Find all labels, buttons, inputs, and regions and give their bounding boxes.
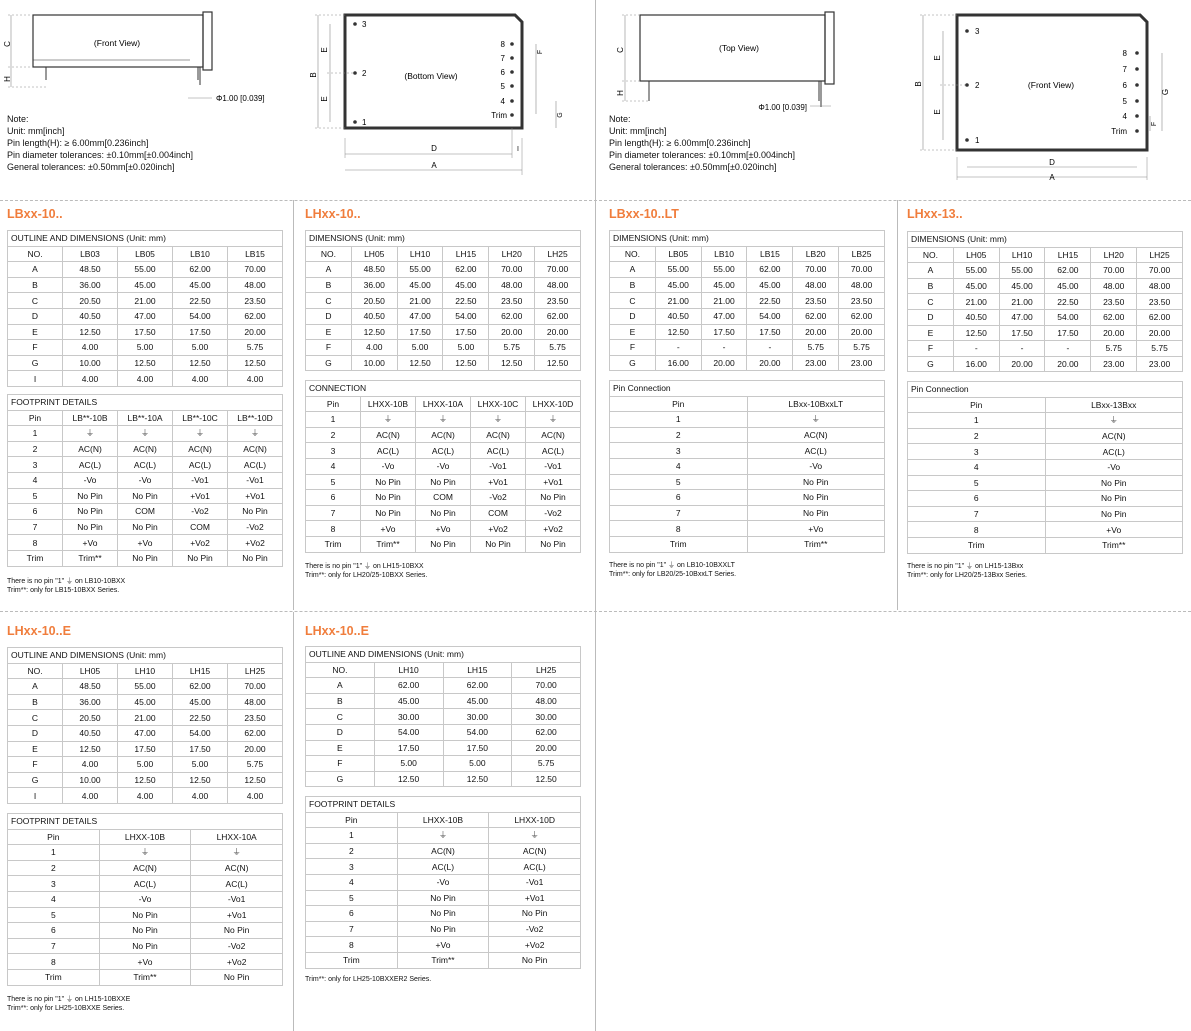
table-row: 1 ⏚ (908, 413, 1183, 429)
table-row: F 5.00 5.00 5.75 (306, 756, 581, 772)
table-row: 4 -Vo (610, 458, 885, 474)
column-divider-1 (293, 200, 294, 610)
table-row: 6 No Pin COM -Vo2 No Pin (8, 504, 283, 520)
table-row: 3 AC(L) AC(L) (8, 876, 283, 892)
table-row: B 36.00 45.00 45.00 48.00 (8, 694, 283, 710)
table-row: A 62.00 62.00 70.00 (306, 678, 581, 694)
table-row: Trim Trim** (610, 536, 885, 552)
table-row: 8 +Vo +Vo2 (8, 954, 283, 970)
table-row: 3 AC(L) AC(L) (306, 859, 581, 875)
row-divider-middle (0, 611, 1191, 612)
diagram-note-left: Note: Unit: mm[inch] Pin length(H): ≥ 6.00mm[0.236inch] Pin diameter tolerances: ±0.10mm[±0.004inch] General tolerances: ±0.50mm[±0.020inch] (7, 114, 193, 172)
table-row: 7 No Pin (610, 505, 885, 521)
pin-trim-label: Trim (1111, 127, 1127, 136)
table-row: 4 -Vo -Vo -Vo1 -Vo1 (8, 472, 283, 488)
dimensions-table: OUTLINE AND DIMENSIONS (Unit: mm) NO. LH05 LH10 LH15 LH25 A 48.50 55.00 62.00 70.00 B 36.00 45.00 45.00 48.00 C 20.50 21.00 22.50 23.50 D 40.50 47.00 54.00 62.00 E 12.50 17.50 17.50 20.00 F 4.00 5.00 5.00 5.75 G 10.00 12.50 12.50 12.50 I 4.00 4.00 4.00 4.00 (7, 647, 283, 804)
footprint-table: FOOTPRINT DETAILS Pin LHXX-10B LHXX-10D 1 ⏚ ⏚ 2 AC(N) AC(N) 3 AC(L) AC(L) 4 -Vo -Vo1 5 No Pin +Vo1 6 No Pin No Pin 7 No Pin -Vo2 8 +Vo +Vo2 Trim Trim** No Pin (305, 796, 581, 969)
table-row: 6 No Pin (908, 491, 1183, 507)
table-row: B 45.00 45.00 45.00 48.00 48.00 (610, 277, 885, 293)
table-row: C 30.00 30.00 30.00 (306, 709, 581, 725)
column-divider-4 (293, 612, 294, 1031)
pin-8-label: 8 (500, 40, 505, 49)
table-row: C 20.50 21.00 22.50 23.50 (8, 293, 283, 309)
front-view-diagram (0, 0, 290, 115)
table-row: B 36.00 45.00 45.00 48.00 48.00 (306, 277, 581, 293)
table-row: E 12.50 17.50 17.50 20.00 (8, 741, 283, 757)
pin-6-label: 6 (1122, 81, 1127, 90)
table-row: 8 +Vo +Vo2 (306, 937, 581, 953)
table-row: 7 No Pin -Vo2 (8, 938, 283, 954)
column-divider-2 (595, 200, 596, 1031)
table-row: D 40.50 47.00 54.00 62.00 (8, 308, 283, 324)
table-row: B 45.00 45.00 48.00 (306, 693, 581, 709)
dimensions-table: DIMENSIONS (Unit: mm) NO. LH05 LH10 LH15 LH20 LH25 A 55.00 55.00 62.00 70.00 70.00 B 45.00 45.00 45.00 48.00 48.00 C 21.00 21.00 22.50 23.50 23.50 D 40.50 47.00 54.00 62.00 62.00 E 12.50 17.50 17.50 20.00 20.00 F - - - 5.75 5.75 G 16.00 20.00 20.00 23.00 23.00 (907, 231, 1183, 372)
table-row: 5 No Pin +Vo1 (306, 890, 581, 906)
pin-4-label: 4 (500, 97, 505, 106)
table-row: 6 No Pin No Pin (8, 923, 283, 939)
table-row: A 48.50 55.00 62.00 70.00 70.00 (306, 262, 581, 278)
pin-connection-table: Pin Connection Pin LBxx-13Bxx 1 ⏚ 2 AC(N) 3 AC(L) 4 -Vo 5 No Pin 6 No Pin 7 No Pin 8 +Vo Trim Trim** (907, 381, 1183, 554)
dim-a-label: A (431, 161, 437, 170)
dim-e2-label: E (933, 109, 942, 115)
table-row: 8 +Vo +Vo +Vo2 +Vo2 (306, 521, 581, 537)
pin-diameter-label: Φ1.00 [0.039] (216, 94, 265, 103)
pin-3-label: 3 (975, 27, 980, 36)
dim-e1-label: E (933, 55, 942, 61)
table-row: Trim Trim** (908, 537, 1183, 553)
table-row: 3 AC(L) (610, 443, 885, 459)
section-footnote: There is no pin "1" ⏚ on LH15-10BXXE Trim**: only for LH25-10BXXE Series. (7, 996, 131, 1012)
table-row: A 48.50 55.00 62.00 70.00 (8, 679, 283, 695)
section-footnote: Trim**: only for LH25-10BXXER2 Series. (305, 976, 432, 983)
table-row: 1 ⏚ (610, 412, 885, 428)
table-row: 6 No Pin COM -Vo2 No Pin (306, 490, 581, 506)
table-row: G 16.00 20.00 20.00 23.00 23.00 (908, 356, 1183, 372)
table-row: Trim Trim** No Pin No Pin No Pin (306, 536, 581, 552)
connection-table: CONNECTION Pin LHXX-10B LHXX-10A LHXX-10C LHXX-10D 1 ⏚ ⏚ ⏚ ⏚ 2 AC(N) AC(N) AC(N) AC(N) 3 AC(L) AC(L) AC(L) AC(L) 4 -Vo -Vo -Vo1 -Vo1 5 No Pin No Pin +Vo1 +Vo1 6 No Pin COM -Vo2 No Pin 7 No Pin No Pin COM -Vo2 8 +Vo +Vo +Vo2 +Vo2 Trim Trim** No Pin No Pin No Pin (305, 380, 581, 553)
table-row: 7 No Pin No Pin COM -Vo2 (8, 519, 283, 535)
table-row: C 20.50 21.00 22.50 23.50 (8, 710, 283, 726)
pin-8-label: 8 (1122, 49, 1127, 58)
table-row: 8 +Vo +Vo +Vo2 +Vo2 (8, 535, 283, 551)
section-title-lhxx-10: LHxx-10.. (305, 207, 361, 221)
table-row: 1 ⏚ ⏚ ⏚ ⏚ (8, 426, 283, 442)
table-row: F - - - 5.75 5.75 (908, 341, 1183, 357)
table-row: F 4.00 5.00 5.00 5.75 5.75 (306, 340, 581, 356)
table-row: 7 No Pin No Pin COM -Vo2 (306, 505, 581, 521)
dim-f-label: F (1151, 121, 1158, 127)
table-row: D 40.50 47.00 54.00 62.00 62.00 (610, 308, 885, 324)
dim-g-label: G (1161, 88, 1170, 96)
table-row: G 10.00 12.50 12.50 12.50 (8, 355, 283, 371)
table-row: 1 ⏚ ⏚ ⏚ ⏚ (306, 412, 581, 428)
dim-e2-label: E (320, 96, 329, 102)
front-view-label: (Front View) (1027, 80, 1075, 90)
top-divider (595, 0, 596, 200)
table-caption: DIMENSIONS (Unit: mm) (908, 232, 1183, 248)
section-title-lbxx-10-lt: LBxx-10..LT (609, 207, 679, 221)
table-row: C 20.50 21.00 22.50 23.50 23.50 (306, 293, 581, 309)
dim-c-label: C (616, 47, 625, 53)
table-row: 1 ⏚ ⏚ (8, 845, 283, 861)
table-row: Trim Trim** No Pin (8, 969, 283, 985)
table-row: 7 No Pin -Vo2 (306, 921, 581, 937)
front-view-pinout-diagram (905, 0, 1191, 185)
pin-7-label: 7 (1122, 65, 1127, 74)
dim-c-label: C (3, 41, 12, 47)
table-row: E 12.50 17.50 17.50 20.00 20.00 (908, 325, 1183, 341)
dim-e1-label: E (320, 47, 329, 53)
table-row: I 4.00 4.00 4.00 4.00 (8, 788, 283, 804)
front-view-label: (Front View) (93, 38, 141, 48)
footprint-table: FOOTPRINT DETAILS Pin LB**-10B LB**-10A LB**-10C LB**-10D 1 ⏚ ⏚ ⏚ ⏚ 2 AC(N) AC(N) AC(N) AC(N) 3 AC(L) AC(L) AC(L) AC(L) 4 -Vo -Vo -Vo1 -Vo1 5 No Pin No Pin +Vo1 +Vo1 6 No Pin COM -Vo2 No Pin 7 No Pin No Pin COM -Vo2 8 +Vo +Vo +Vo2 +Vo2 Trim Trim** No Pin No Pin No Pin (7, 394, 283, 567)
table-row: 8 +Vo (610, 521, 885, 537)
pin-1-label: 1 (362, 118, 367, 127)
dimensions-table: DIMENSIONS (Unit: mm) NO. LB05 LB10 LB15 LB20 LB25 A 55.00 55.00 62.00 70.00 70.00 B 45.00 45.00 45.00 48.00 48.00 C 21.00 21.00 22.50 23.50 23.50 D 40.50 47.00 54.00 62.00 62.00 E 12.50 17.50 17.50 20.00 20.00 F - - - 5.75 5.75 G 16.00 20.00 20.00 23.00 23.00 (609, 230, 885, 371)
table-caption: FOOTPRINT DETAILS (306, 797, 581, 813)
section-footnote: There is no pin "1" ⏚ on LH15-13Bxx Trim**: only for LH20/25-13Bxx Series. (907, 563, 1027, 579)
table-row: E 12.50 17.50 17.50 20.00 (8, 324, 283, 340)
dim-b-label: B (914, 81, 923, 87)
table-row: D 40.50 47.00 54.00 62.00 62.00 (908, 309, 1183, 325)
dim-f-label: F (537, 49, 544, 55)
pin-5-label: 5 (500, 82, 505, 91)
table-row: I 4.00 4.00 4.00 4.00 (8, 371, 283, 387)
table-row: 5 No Pin (908, 475, 1183, 491)
table-row: 8 +Vo (908, 522, 1183, 538)
table-row: 4 -Vo (908, 459, 1183, 475)
table-row: F 4.00 5.00 5.00 5.75 (8, 340, 283, 356)
table-row: 5 No Pin +Vo1 (8, 907, 283, 923)
pin-diameter-label: Φ1.00 [0.039] (758, 103, 807, 112)
diagram-note-right: Note: Unit: mm[inch] Pin length(H): ≥ 6.00mm[0.236inch] Pin diameter tolerances: ±0.10mm[±0.004inch] General tolerances: ±0.50mm[±0.020inch] (609, 114, 795, 172)
dim-h-label: H (3, 76, 12, 82)
dim-d-label: D (1049, 158, 1055, 167)
table-row: 4 -Vo -Vo1 (306, 874, 581, 890)
table-row: 4 -Vo -Vo1 (8, 891, 283, 907)
table-row: 2 AC(N) AC(N) (8, 860, 283, 876)
dim-d-label: D (431, 144, 437, 153)
table-row: F 4.00 5.00 5.00 5.75 (8, 757, 283, 773)
pin-trim-label: Trim (491, 111, 507, 120)
pin-7-label: 7 (500, 54, 505, 63)
table-row: D 54.00 54.00 62.00 (306, 724, 581, 740)
dim-a-label: A (1049, 173, 1055, 182)
table-row: F - - - 5.75 5.75 (610, 340, 885, 356)
bottom-view-label: (Bottom View) (404, 71, 458, 81)
table-row: E 12.50 17.50 17.50 20.00 20.00 (610, 324, 885, 340)
table-row: 2 AC(N) AC(N) (306, 843, 581, 859)
table-row: 2 AC(N) (908, 428, 1183, 444)
table-caption: DIMENSIONS (Unit: mm) (610, 231, 885, 247)
table-caption: Pin Connection (908, 382, 1183, 398)
row-divider-top (0, 200, 1191, 201)
table-row: 5 No Pin (610, 474, 885, 490)
dim-g-label: G (557, 112, 564, 118)
table-row: D 40.50 47.00 54.00 62.00 62.00 (306, 308, 581, 324)
section-title-lhxx-10-e: LHxx-10..E (305, 624, 369, 638)
section-title-lhxx-13: LHxx-13.. (907, 207, 963, 221)
table-row: 3 AC(L) (908, 444, 1183, 460)
table-row: A 55.00 55.00 62.00 70.00 70.00 (908, 263, 1183, 279)
bottom-view-diagram (300, 0, 590, 180)
table-row: G 10.00 12.50 12.50 12.50 (8, 772, 283, 788)
table-caption: OUTLINE AND DIMENSIONS (Unit: mm) (8, 648, 283, 664)
table-row: A 55.00 55.00 62.00 70.00 70.00 (610, 262, 885, 278)
table-row: 2 AC(N) AC(N) AC(N) AC(N) (306, 427, 581, 443)
pin-connection-table: Pin Connection Pin LBxx-10BxxLT 1 ⏚ 2 AC(N) 3 AC(L) 4 -Vo 5 No Pin 6 No Pin 7 No Pin 8 +Vo Trim Trim** (609, 380, 885, 553)
table-row: 6 No Pin (610, 490, 885, 506)
section-title-lbxx-10: LBxx-10.. (7, 207, 63, 221)
table-row: 1 ⏚ ⏚ (306, 828, 581, 844)
table-row: E 17.50 17.50 20.00 (306, 740, 581, 756)
table-caption: DIMENSIONS (Unit: mm) (306, 231, 581, 247)
table-row: 4 -Vo -Vo -Vo1 -Vo1 (306, 458, 581, 474)
table-row: 3 AC(L) AC(L) AC(L) AC(L) (306, 443, 581, 459)
table-row: 6 No Pin No Pin (306, 906, 581, 922)
column-divider-3 (897, 200, 898, 610)
section-title-lhxx-10-e: LHxx-10..E (7, 624, 71, 638)
top-view-diagram (600, 0, 890, 115)
table-row: D 40.50 47.00 54.00 62.00 (8, 725, 283, 741)
table-row: Trim Trim** No Pin (306, 952, 581, 968)
table-caption: Pin Connection (610, 381, 885, 397)
dimensions-table: DIMENSIONS (Unit: mm) NO. LH05 LH10 LH15 LH20 LH25 A 48.50 55.00 62.00 70.00 70.00 B 36.00 45.00 45.00 48.00 48.00 C 20.50 21.00 22.50 23.50 23.50 D 40.50 47.00 54.00 62.00 62.00 E 12.50 17.50 17.50 20.00 20.00 F 4.00 5.00 5.00 5.75 5.75 G 10.00 12.50 12.50 12.50 12.50 (305, 230, 581, 371)
footprint-table: FOOTPRINT DETAILS Pin LHXX-10B LHXX-10A 1 ⏚ ⏚ 2 AC(N) AC(N) 3 AC(L) AC(L) 4 -Vo -Vo1 5 No Pin +Vo1 6 No Pin No Pin 7 No Pin -Vo2 8 +Vo +Vo2 Trim Trim** No Pin (7, 813, 283, 986)
table-row: G 12.50 12.50 12.50 (306, 771, 581, 787)
table-row: 2 AC(N) AC(N) AC(N) AC(N) (8, 441, 283, 457)
table-row: 5 No Pin No Pin +Vo1 +Vo1 (8, 488, 283, 504)
table-row: 3 AC(L) AC(L) AC(L) AC(L) (8, 457, 283, 473)
section-footnote: There is no pin "1" ⏚ on LH15-10BXX Trim**: only for LH20/25-10BXX Series. (305, 563, 428, 579)
table-caption: FOOTPRINT DETAILS (8, 814, 283, 830)
table-row: B 45.00 45.00 45.00 48.00 48.00 (908, 278, 1183, 294)
pin-5-label: 5 (1122, 97, 1127, 106)
table-row: Trim Trim** No Pin No Pin No Pin (8, 550, 283, 566)
table-row: 2 AC(N) (610, 427, 885, 443)
table-row: A 48.50 55.00 62.00 70.00 (8, 262, 283, 278)
pin-1-label: 1 (975, 136, 980, 145)
dim-h-label: H (616, 90, 625, 96)
top-view-label: (Top View) (719, 43, 759, 53)
section-footnote: There is no pin "1" ⏚ on LB10-10BXX Trim**: only for LB15-10BXX Series. (7, 578, 126, 594)
table-row: G 16.00 20.00 20.00 23.00 23.00 (610, 355, 885, 371)
table-row: 7 No Pin (908, 506, 1183, 522)
table-row: B 36.00 45.00 45.00 48.00 (8, 277, 283, 293)
table-row: E 12.50 17.50 17.50 20.00 20.00 (306, 324, 581, 340)
table-row: G 10.00 12.50 12.50 12.50 12.50 (306, 355, 581, 371)
dim-i-label: I (517, 146, 519, 153)
dimensions-table: OUTLINE AND DIMENSIONS (Unit: mm) NO. LH10 LH15 LH25 A 62.00 62.00 70.00 B 45.00 45.00 48.00 C 30.00 30.00 30.00 D 54.00 54.00 62.00 E 17.50 17.50 20.00 F 5.00 5.00 5.75 G 12.50 12.50 12.50 (305, 646, 581, 787)
section-footnote: There is no pin "1" ⏚ on LB10-10BXXLT Trim**: only for LB20/25-10BxxLT Series. (609, 562, 737, 578)
dimensions-table: OUTLINE AND DIMENSIONS (Unit: mm) NO. LB03 LB05 LB10 LB15 A 48.50 55.00 62.00 70.00 B 36.00 45.00 45.00 48.00 C 20.50 21.00 22.50 23.50 D 40.50 47.00 54.00 62.00 E 12.50 17.50 17.50 20.00 F 4.00 5.00 5.00 5.75 G 10.00 12.50 12.50 12.50 I 4.00 4.00 4.00 4.00 (7, 230, 283, 387)
table-row: 5 No Pin No Pin +Vo1 +Vo1 (306, 474, 581, 490)
table-caption: OUTLINE AND DIMENSIONS (Unit: mm) (306, 647, 581, 663)
table-row: C 21.00 21.00 22.50 23.50 23.50 (610, 293, 885, 309)
dim-b-label: B (309, 72, 318, 78)
pin-2-label: 2 (362, 69, 367, 78)
pin-6-label: 6 (500, 68, 505, 77)
table-caption: CONNECTION (306, 381, 581, 397)
pin-4-label: 4 (1122, 112, 1127, 121)
table-row: C 21.00 21.00 22.50 23.50 23.50 (908, 294, 1183, 310)
table-caption: FOOTPRINT DETAILS (8, 395, 283, 411)
table-caption: OUTLINE AND DIMENSIONS (Unit: mm) (8, 231, 283, 247)
pin-3-label: 3 (362, 20, 367, 29)
pin-2-label: 2 (975, 81, 980, 90)
